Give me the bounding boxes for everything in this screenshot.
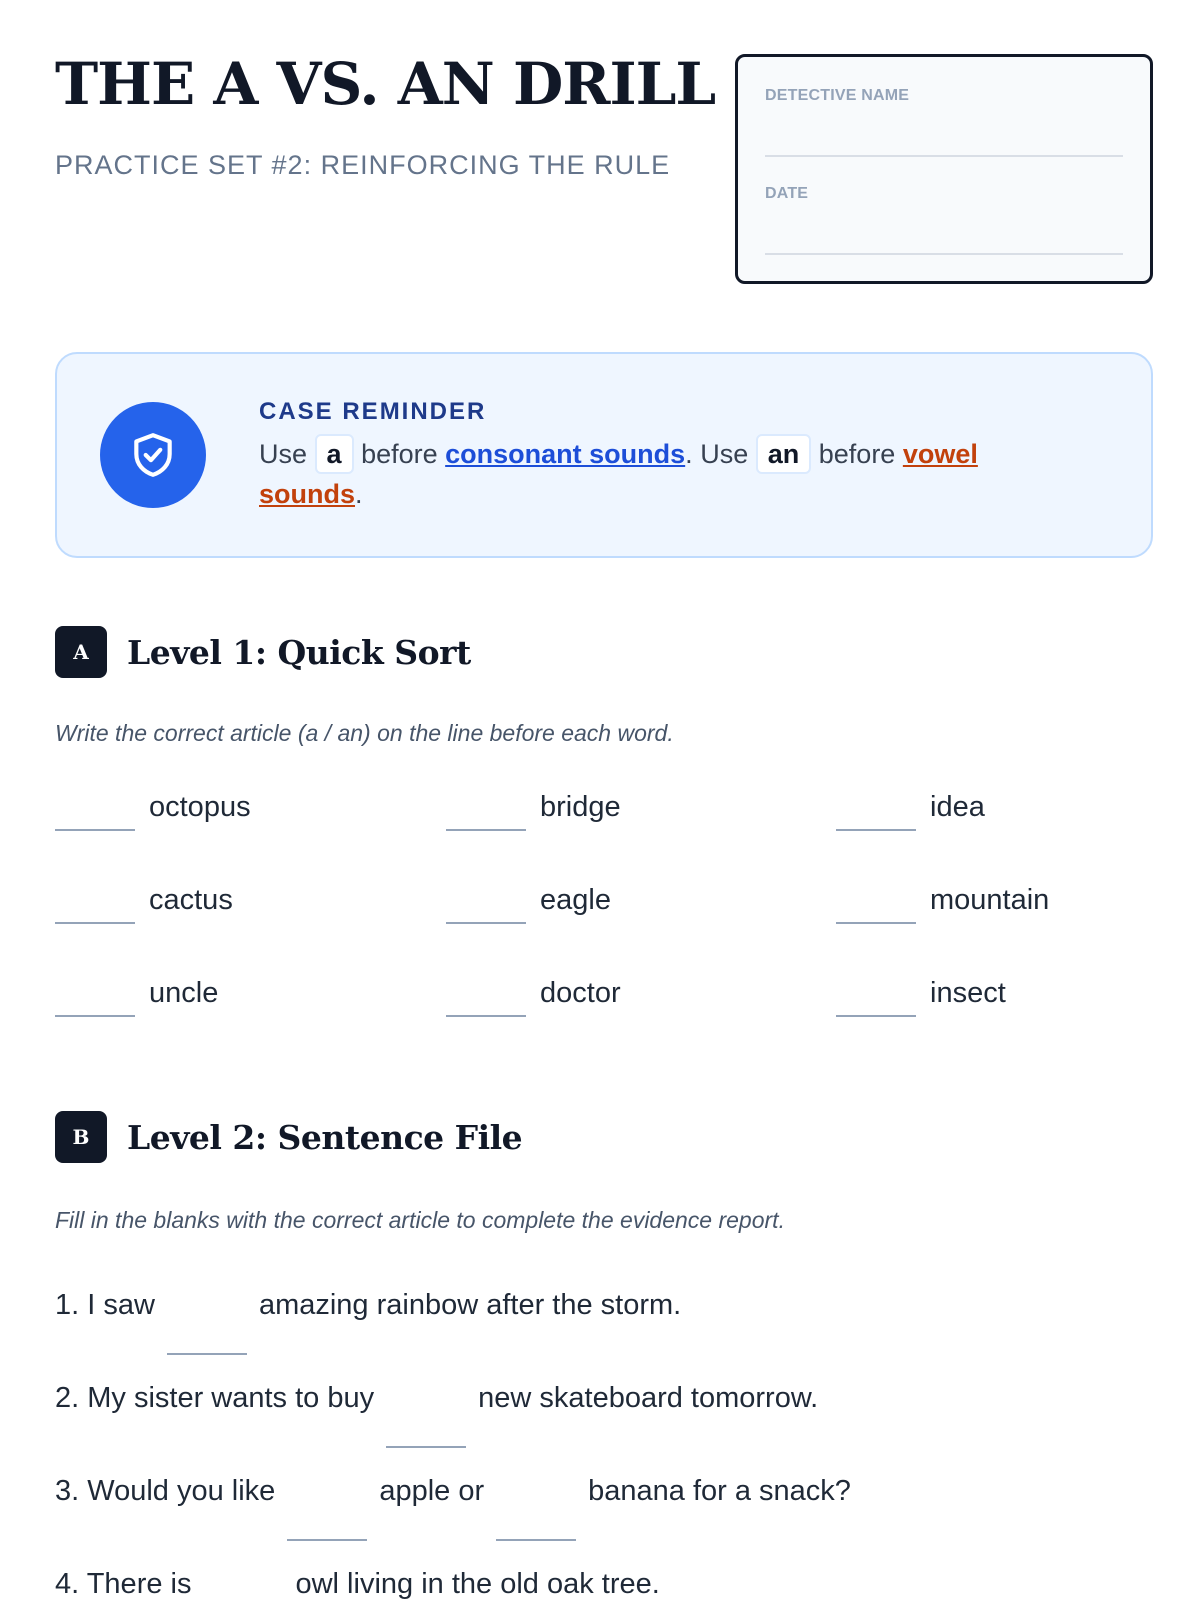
sentence-text: new skateboard tomorrow. — [478, 1382, 819, 1414]
level-1-header — [55, 626, 471, 678]
level-1-title: Level 1: Quick Sort — [127, 632, 471, 672]
answer-blank[interactable] — [203, 1564, 283, 1600]
sentence-text: 1. I saw — [55, 1289, 155, 1321]
level-1-badge: A — [55, 626, 107, 678]
answer-blank[interactable] — [446, 922, 526, 924]
rule-text: Use — [259, 439, 308, 469]
word-text: cactus — [149, 884, 233, 916]
sentence-item — [55, 1564, 660, 1600]
shield-check-icon — [100, 402, 206, 508]
answer-blank[interactable] — [386, 1378, 466, 1448]
sentence-text: owl living in the old oak tree. — [295, 1568, 660, 1600]
word-item — [55, 790, 251, 834]
sentence-item — [55, 1285, 681, 1355]
answer-blank[interactable] — [496, 1471, 576, 1541]
answer-blank[interactable] — [55, 922, 135, 924]
date-label: DATE — [765, 185, 809, 202]
word-item — [836, 883, 1049, 927]
detective-name-label: DETECTIVE NAME — [765, 87, 910, 104]
level-2-header — [55, 1111, 522, 1163]
word-text: mountain — [930, 884, 1050, 916]
word-item — [446, 976, 621, 1020]
word-text: doctor — [540, 977, 621, 1009]
answer-blank[interactable] — [836, 922, 916, 924]
article-an-chip: an — [756, 434, 812, 474]
sentence-text: 4. There is — [55, 1568, 192, 1600]
date-line[interactable] — [765, 253, 1123, 255]
sentence-text: 2. My sister wants to buy — [55, 1382, 375, 1414]
rule-text: before — [361, 439, 438, 469]
case-reminder-text — [259, 434, 1079, 514]
answer-blank[interactable] — [55, 829, 135, 831]
answer-blank[interactable] — [836, 829, 916, 831]
word-item — [55, 976, 218, 1020]
level-2-badge: B — [55, 1111, 107, 1163]
sentence-item — [55, 1378, 818, 1448]
word-text: octopus — [149, 791, 251, 823]
page-title: THE A VS. AN DRILL — [55, 50, 716, 118]
rule-text: . — [355, 479, 363, 509]
student-info-box — [735, 54, 1153, 284]
answer-blank[interactable] — [167, 1285, 247, 1355]
consonant-sounds-term: consonant sounds — [445, 439, 686, 469]
level-2-instruction: Fill in the blanks with the correct article to complete the evidence report. — [55, 1207, 785, 1233]
sentence-text: 3. Would you like — [55, 1475, 276, 1507]
word-text: bridge — [540, 791, 621, 823]
sentence-text: banana for a snack? — [588, 1475, 851, 1507]
word-item — [836, 976, 1006, 1020]
word-text: uncle — [149, 977, 219, 1009]
answer-blank[interactable] — [446, 829, 526, 831]
word-item — [446, 883, 611, 927]
rule-text: . — [685, 439, 693, 469]
sentence-item — [55, 1471, 851, 1541]
answer-blank[interactable] — [446, 1015, 526, 1017]
sentence-text: apple or — [379, 1475, 485, 1507]
rule-text: before — [818, 439, 896, 469]
rule-text: Use — [700, 439, 749, 469]
answer-blank[interactable] — [836, 1015, 916, 1017]
sentence-text: amazing rainbow after the storm. — [258, 1289, 682, 1321]
case-reminder-callout — [55, 352, 1153, 558]
article-a-chip: a — [315, 434, 354, 474]
word-text: insect — [930, 977, 1006, 1009]
word-item — [446, 790, 621, 834]
word-item — [836, 790, 985, 834]
vowel-sounds-term: vowel sounds — [259, 439, 978, 509]
level-1-instruction: Write the correct article (a / an) on the line before each word. — [55, 720, 674, 746]
answer-blank[interactable] — [287, 1471, 367, 1541]
detective-name-line[interactable] — [765, 155, 1123, 157]
answer-blank[interactable] — [55, 1015, 135, 1017]
level-2-title: Level 2: Sentence File — [127, 1117, 523, 1157]
word-text: idea — [930, 791, 985, 823]
page-subtitle: PRACTICE SET #2: REINFORCING THE RULE — [55, 150, 671, 180]
case-reminder-title: CASE REMINDER — [259, 398, 487, 425]
word-item — [55, 883, 233, 927]
word-text: eagle — [540, 884, 611, 916]
